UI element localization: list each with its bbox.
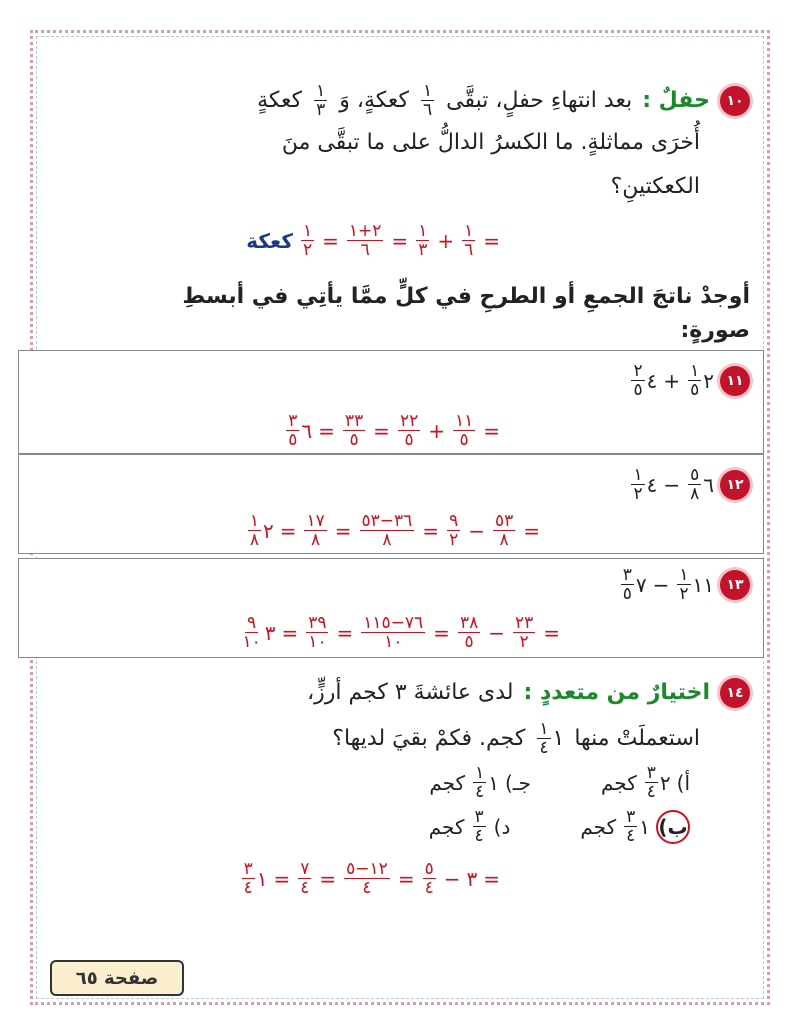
fraction: $\frac{١}{٦}$: [464, 221, 474, 260]
instructions-text: صورةٍ:: [680, 318, 750, 343]
q10-text: الكعكتينِ؟: [610, 174, 700, 199]
q10-line1: [257, 82, 750, 119]
question-number: ١١: [720, 366, 750, 396]
option-b[interactable]: ب) ١ $\frac{٣}{٤}$ كجم: [580, 808, 690, 845]
q14-options-row1: [429, 764, 690, 801]
option-d[interactable]: د) $\frac{٣}{٤}$ كجم: [428, 807, 511, 846]
fraction: $\frac{٢+١}{٦}$: [348, 221, 382, 260]
question-number: ١٣: [720, 570, 750, 600]
q10-label: حفلٌ :: [642, 87, 710, 113]
q12-expression: ١٢ ٦ $\frac{٥}{٨}$ − ٤ $\frac{١}{٢}$: [629, 466, 750, 503]
fraction: $\frac{١}{٣}$: [418, 221, 428, 260]
question-number: ١٢: [720, 470, 750, 500]
q11-work: = $\frac{١١}{٥}$ + $\frac{٢٢}{٥}$ = $\frac{٣٣}{٥}$ = ٦ $\frac{٣}{٥}$: [288, 411, 500, 450]
fraction: $\frac{١}{٦}$: [423, 81, 433, 120]
option-c[interactable]: جـ) ١ $\frac{١}{٤}$ كجم: [429, 763, 531, 802]
q14-text: كجم. فكمْ بقيَ لديها؟: [332, 725, 526, 751]
q10-text: بعد انتهاءِ حفلٍ، تبقَّى: [446, 87, 633, 113]
q10-line3: [611, 170, 700, 204]
q14-text: استعملَتْ منها: [574, 725, 700, 751]
q14-options-row2: [429, 808, 690, 845]
fraction: $\frac{١}{٣}$: [316, 81, 326, 120]
q13-expression: ١٣ ١١ $\frac{١}{٢}$ − ٧ $\frac{٣}{٥}$: [619, 566, 750, 603]
option-a[interactable]: أ) ٢ $\frac{٣}{٤}$ كجم: [601, 763, 690, 802]
page-number: صفحة ٦٥: [50, 960, 184, 996]
q14-line1: [307, 676, 750, 710]
q11-expression: ١١ ٢ $\frac{١}{٥}$ + ٤ $\frac{٢}{٥}$: [629, 362, 750, 399]
q14-work: = ٣ − $\frac{٥}{٤}$ = $\frac{١٢-٥}{٤}$ = $\frac{٧}{٤}$ = ١ $\frac{٣}{٤}$: [243, 859, 500, 898]
q14-label: اختيارٌ من متعددٍ :: [523, 680, 710, 705]
selected-answer-circle: ب): [656, 810, 690, 844]
q14-text: لدى عائشةَ ٣ كجم أرزٍّ،: [307, 680, 514, 705]
fraction: $\frac{١}{٢}$: [302, 221, 313, 260]
question-number: ١٤: [720, 678, 750, 708]
instructions-text: أوجدْ ناتجَ الجمعِ أو الطرحِ في كلٍّ ممَّا يأتِي في أبسطِ: [182, 284, 750, 309]
q14-line2: استعملَتْ منها ١ $\frac{١}{٤}$ كجم. فكمْ بقيَ لديها؟: [332, 719, 700, 758]
q12-work: = $\frac{٥٣}{٨}$ − $\frac{٩}{٢}$ = $\frac{٣٦-٥٣}{٨}$ = $\frac{١٧}{٨}$ = ٢ $\frac{١}{٨}$: [249, 511, 540, 550]
question-number: ١٠: [720, 86, 750, 116]
q10-line2: [282, 126, 700, 160]
instructions-line2: [680, 314, 750, 348]
q10-text: أُخرَى مماثلةٍ. ما الكسرُ الدالُّ على ما تبقَّى منَ: [281, 130, 700, 155]
answer-unit: كعكة: [246, 228, 293, 253]
q10-text: كعكةٍ: [257, 87, 303, 113]
q13-work: = $\frac{٢٣}{٢}$ − $\frac{٣٨}{٥}$ = $\frac{٧٦-١١٥}{١٠}$ = $\frac{٣٩}{١٠}$ = ٣ $\frac{٩}{١٠}$: [242, 613, 560, 652]
instructions-line1: [182, 280, 750, 314]
q10-answer: = $\frac{١}{٦}$ + $\frac{١}{٣}$ = $\frac{٢+١}{٦}$ = $\frac{١}{٢}$ كعكة: [246, 221, 500, 260]
q10-text: كعكةٍ، وَ: [339, 87, 410, 113]
